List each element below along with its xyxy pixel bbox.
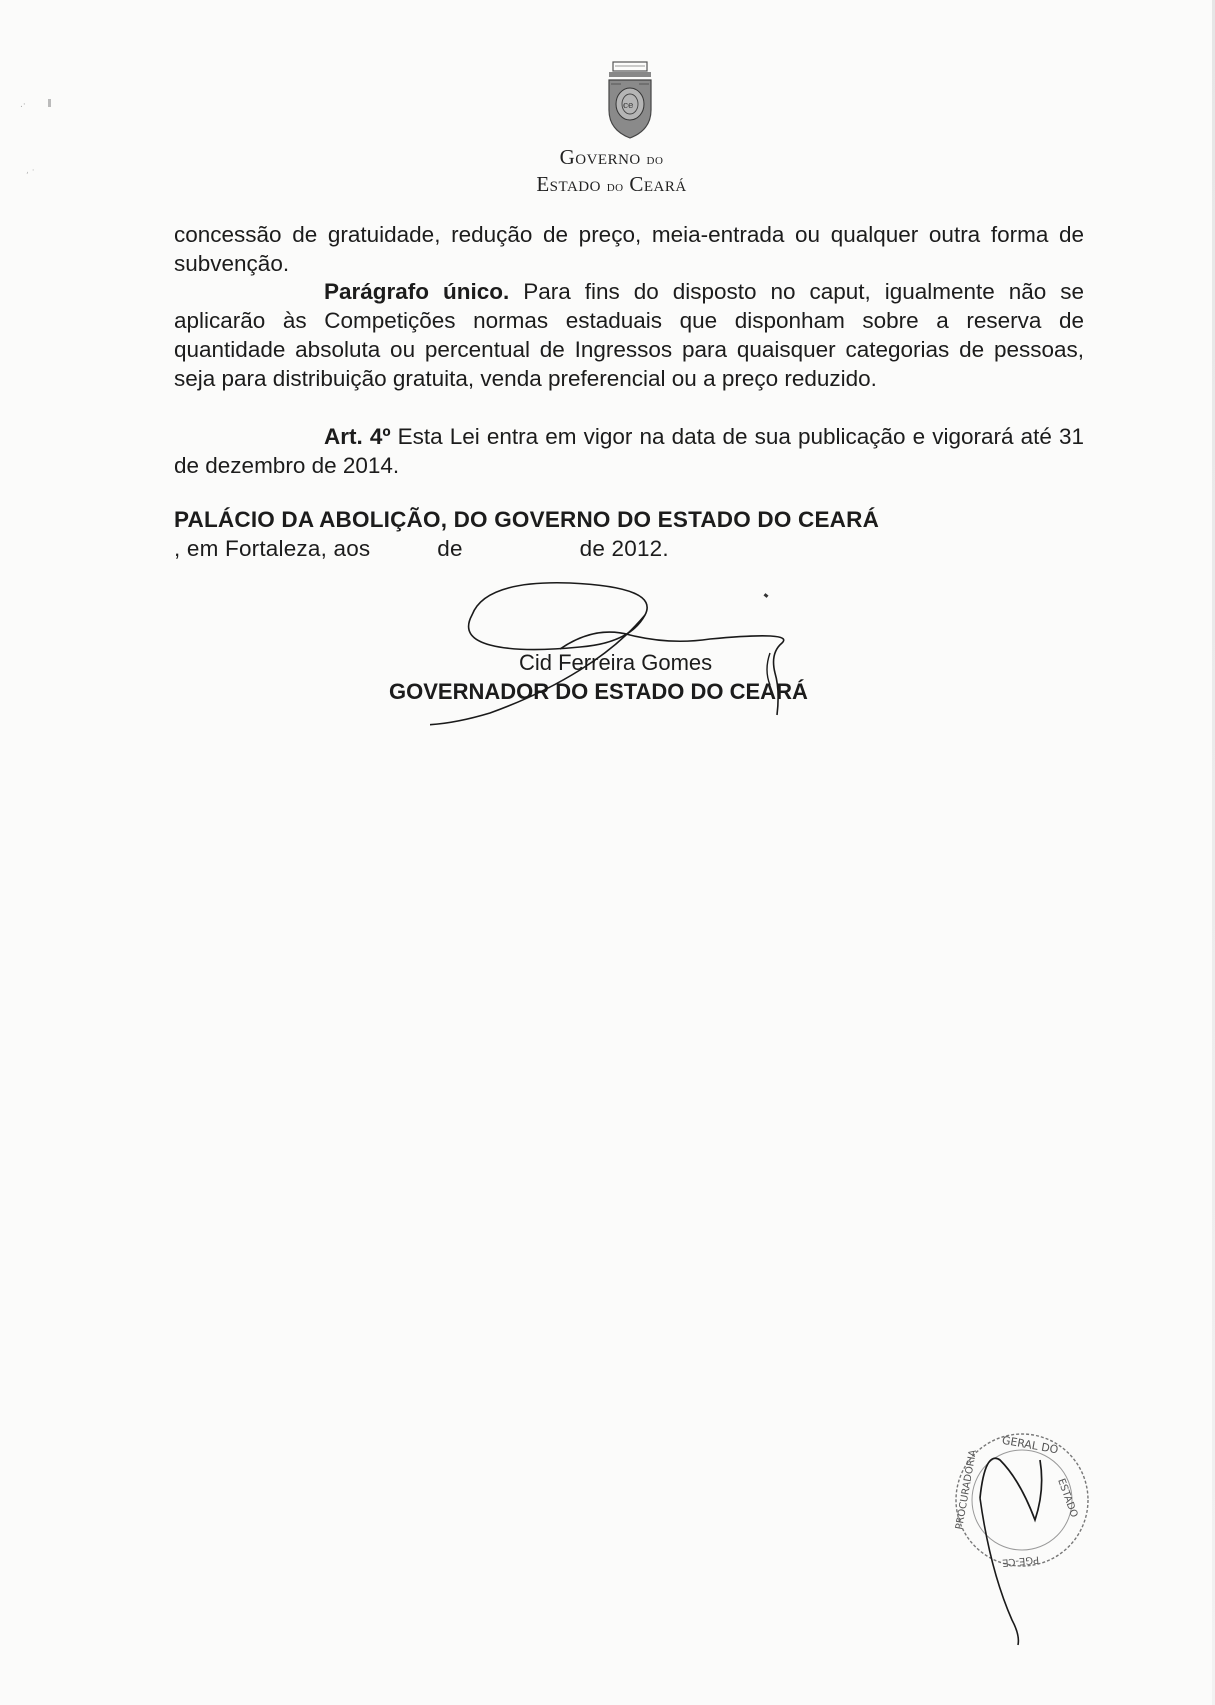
header-estado: Estado	[536, 172, 601, 196]
paragraph-unico	[174, 277, 1084, 393]
palacio-heading: PALÁCIO DA ABOLIÇÃO, DO GOVERNO DO ESTADO DO CEARÁ	[174, 507, 880, 532]
header-do-2: do	[606, 179, 624, 195]
svg-text:PROCURADORIA: PROCURADORIA	[954, 1448, 979, 1531]
svg-text:ESTADO: ESTADO	[1055, 1477, 1080, 1520]
header-ceara: Ceará	[629, 172, 687, 196]
paragraph-1-text: concessão de gratuidade, redução de preço, meia-entrada ou qualquer outra forma de subvenção.	[174, 222, 1084, 276]
paragraph-subvencao	[174, 220, 1084, 278]
pge-ce-stamp	[940, 1420, 1100, 1650]
signatory-title: GOVERNADOR DO ESTADO DO CEARÁ	[389, 679, 808, 704]
svg-text:ce: ce	[623, 101, 634, 111]
closing-text-c: de 2012.	[579, 536, 669, 561]
ceara-coat-of-arms-icon	[601, 60, 659, 140]
closing-text-b: de	[437, 536, 463, 561]
paragraph-unico-text: Para fins do disposto no caput, igualmente não se aplicarão às Competições normas estaduais que disponham sobre a reserva de quantidade absoluta ou percentual de Ingressos para quaisquer categorias de pessoas, seja para distribuição gratuita, venda preferencial ou a preço reduzido.	[174, 279, 1085, 391]
paragraph-unico-label: Parágrafo único.	[324, 279, 510, 304]
svg-text:GERAL DO: GERAL DO	[1000, 1433, 1060, 1457]
header-governo: Governo	[559, 145, 641, 169]
closing-formula	[174, 505, 1084, 563]
article-4	[174, 422, 1084, 480]
signatory-name: Cid Ferreira Gomes	[519, 650, 713, 675]
article-4-text: Esta Lei entra em vigor na data de sua publicação e vigorará até 31 de dezembro de 2014.	[174, 424, 1084, 478]
closing-text-a: , em Fortaleza, aos	[174, 536, 371, 561]
svg-text:, ·: , ·	[26, 166, 35, 176]
svg-text:.·: .·	[20, 100, 26, 110]
header-line-1	[0, 145, 1215, 170]
header-line-2	[0, 172, 1215, 197]
header-do-1: do	[646, 152, 664, 168]
handwritten-signature	[430, 575, 810, 760]
article-4-label: Art. 4º	[324, 424, 391, 449]
svg-text:PGE-CE: PGE-CE	[1001, 1553, 1040, 1568]
